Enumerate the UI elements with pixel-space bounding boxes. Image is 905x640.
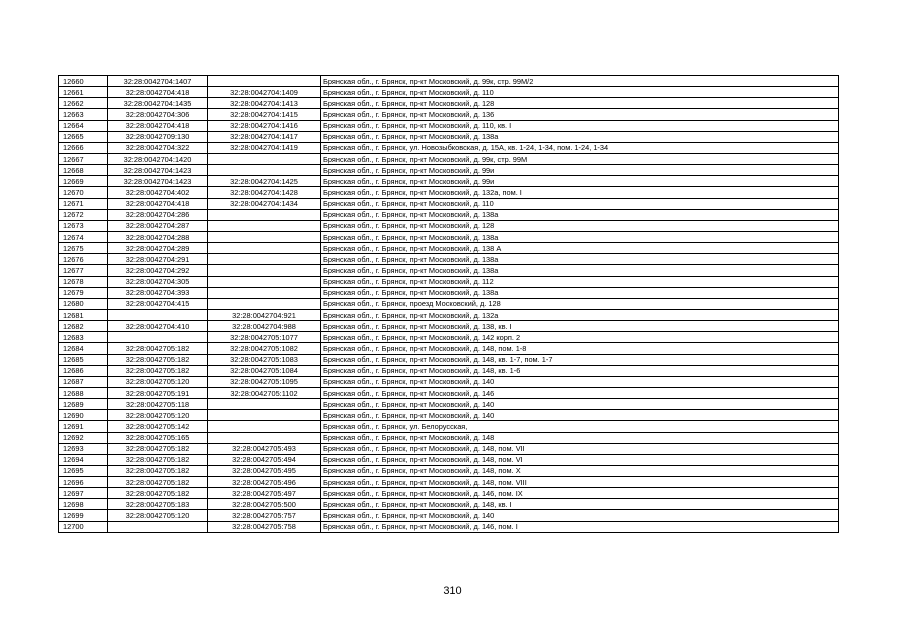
address-cell: Брянская обл., г. Брянск, пр-кт Московский, д. 99к, стр. 99М bbox=[321, 153, 839, 164]
row-number-cell: 12700 bbox=[59, 521, 108, 532]
address-cell: Брянская обл., г. Брянск, пр-кт Московский, д. 112 bbox=[321, 276, 839, 287]
cadastral-number-cell: 32:28:0042705:182 bbox=[108, 365, 208, 376]
linked-cadastral-number-cell: 32:28:0042704:1417 bbox=[208, 131, 321, 142]
row-number-cell: 12663 bbox=[59, 109, 108, 120]
cadastral-number-cell: 32:28:0042705:182 bbox=[108, 465, 208, 476]
row-number-cell: 12693 bbox=[59, 443, 108, 454]
cadastral-number-cell: 32:28:0042705:120 bbox=[108, 376, 208, 387]
cadastral-number-cell: 32:28:0042704:1407 bbox=[108, 76, 208, 87]
row-number-cell: 12664 bbox=[59, 120, 108, 131]
table-row bbox=[59, 254, 839, 265]
row-number-cell: 12696 bbox=[59, 477, 108, 488]
row-number-cell: 12683 bbox=[59, 332, 108, 343]
linked-cadastral-number-cell: 32:28:0042705:1102 bbox=[208, 387, 321, 398]
linked-cadastral-number-cell bbox=[208, 287, 321, 298]
linked-cadastral-number-cell: 32:28:0042704:1409 bbox=[208, 87, 321, 98]
table-row bbox=[59, 276, 839, 287]
cadastral-number-cell: 32:28:0042704:418 bbox=[108, 198, 208, 209]
cadastral-number-cell: 32:28:0042704:1423 bbox=[108, 176, 208, 187]
row-number-cell: 12677 bbox=[59, 265, 108, 276]
cadastral-number-cell: 32:28:0042705:182 bbox=[108, 454, 208, 465]
table-row bbox=[59, 142, 839, 153]
cadastral-number-cell: 32:28:0042704:415 bbox=[108, 298, 208, 309]
row-number-cell: 12680 bbox=[59, 298, 108, 309]
page-number: 310 bbox=[443, 585, 462, 597]
linked-cadastral-number-cell bbox=[208, 165, 321, 176]
address-cell: Брянская обл., г. Брянск, пр-кт Московский, д. 136 bbox=[321, 109, 839, 120]
linked-cadastral-number-cell bbox=[208, 76, 321, 87]
address-cell: Брянская обл., г. Брянск, пр-кт Московский, д. 138а bbox=[321, 131, 839, 142]
linked-cadastral-number-cell bbox=[208, 276, 321, 287]
linked-cadastral-number-cell: 32:28:0042705:497 bbox=[208, 488, 321, 499]
row-number-cell: 12697 bbox=[59, 488, 108, 499]
cadastral-number-cell: 32:28:0042705:120 bbox=[108, 410, 208, 421]
cadastral-number-cell: 32:28:0042704:1435 bbox=[108, 98, 208, 109]
cadastral-number-cell: 32:28:0042704:322 bbox=[108, 142, 208, 153]
table-row bbox=[59, 365, 839, 376]
linked-cadastral-number-cell: 32:28:0042704:1434 bbox=[208, 198, 321, 209]
address-cell: Брянская обл., г. Брянск, пр-кт Московский, д. 99и bbox=[321, 176, 839, 187]
linked-cadastral-number-cell bbox=[208, 243, 321, 254]
cadastral-number-cell: 32:28:0042704:306 bbox=[108, 109, 208, 120]
cadastral-number-cell: 32:28:0042705:182 bbox=[108, 343, 208, 354]
cadastral-number-cell: 32:28:0042704:1420 bbox=[108, 153, 208, 164]
cadastral-number-cell: 32:28:0042704:418 bbox=[108, 120, 208, 131]
linked-cadastral-number-cell bbox=[208, 153, 321, 164]
row-number-cell: 12666 bbox=[59, 142, 108, 153]
linked-cadastral-number-cell bbox=[208, 265, 321, 276]
linked-cadastral-number-cell: 32:28:0042705:757 bbox=[208, 510, 321, 521]
table-row bbox=[59, 387, 839, 398]
table-row bbox=[59, 87, 839, 98]
table-row bbox=[59, 521, 839, 532]
linked-cadastral-number-cell bbox=[208, 209, 321, 220]
linked-cadastral-number-cell bbox=[208, 231, 321, 242]
table-row bbox=[59, 76, 839, 87]
cadastral-number-cell bbox=[108, 332, 208, 343]
address-cell: Брянская обл., г. Брянск, пр-кт Московский, д. 138, кв. I bbox=[321, 321, 839, 332]
cadastral-number-cell: 32:28:0042704:418 bbox=[108, 87, 208, 98]
table-row bbox=[59, 265, 839, 276]
linked-cadastral-number-cell: 32:28:0042704:1416 bbox=[208, 120, 321, 131]
row-number-cell: 12690 bbox=[59, 410, 108, 421]
row-number-cell: 12686 bbox=[59, 365, 108, 376]
table-row bbox=[59, 421, 839, 432]
row-number-cell: 12694 bbox=[59, 454, 108, 465]
table-row bbox=[59, 443, 839, 454]
linked-cadastral-number-cell: 32:28:0042705:1084 bbox=[208, 365, 321, 376]
table-row bbox=[59, 198, 839, 209]
table-row bbox=[59, 209, 839, 220]
table-row bbox=[59, 343, 839, 354]
table-row bbox=[59, 109, 839, 120]
address-cell: Брянская обл., г. Брянск, пр-кт Московский, д. 99к, стр. 99М/2 bbox=[321, 76, 839, 87]
row-number-cell: 12699 bbox=[59, 510, 108, 521]
table-row bbox=[59, 477, 839, 488]
address-cell: Брянская обл., г. Брянск, пр-кт Московский, д. 138а bbox=[321, 265, 839, 276]
row-number-cell: 12689 bbox=[59, 399, 108, 410]
address-cell: Брянская обл., г. Брянск, пр-кт Московский, д. 148, кв. I bbox=[321, 499, 839, 510]
table-row bbox=[59, 332, 839, 343]
cadastral-number-cell: 32:28:0042705:142 bbox=[108, 421, 208, 432]
row-number-cell: 12684 bbox=[59, 343, 108, 354]
linked-cadastral-number-cell: 32:28:0042705:496 bbox=[208, 477, 321, 488]
row-number-cell: 12675 bbox=[59, 243, 108, 254]
table-row bbox=[59, 131, 839, 142]
address-cell: Брянская обл., г. Брянск, ул. Новозыбковская, д. 15А, кв. 1-24, 1-34, пом. 1-24, 1-34 bbox=[321, 142, 839, 153]
address-cell: Брянская обл., г. Брянск, пр-кт Московский, д. 148 bbox=[321, 432, 839, 443]
row-number-cell: 12673 bbox=[59, 220, 108, 231]
address-cell: Брянская обл., г. Брянск, ул. Белорусская, bbox=[321, 421, 839, 432]
address-cell: Брянская обл., г. Брянск, пр-кт Московский, д. 148, кв. 1-7, пом. 1-7 bbox=[321, 354, 839, 365]
table-row bbox=[59, 153, 839, 164]
row-number-cell: 12660 bbox=[59, 76, 108, 87]
linked-cadastral-number-cell bbox=[208, 254, 321, 265]
address-cell: Брянская обл., г. Брянск, пр-кт Московский, д. 140 bbox=[321, 410, 839, 421]
linked-cadastral-number-cell bbox=[208, 298, 321, 309]
row-number-cell: 12685 bbox=[59, 354, 108, 365]
table-row bbox=[59, 187, 839, 198]
row-number-cell: 12679 bbox=[59, 287, 108, 298]
address-cell: Брянская обл., г. Брянск, пр-кт Московский, д. 138 А bbox=[321, 243, 839, 254]
linked-cadastral-number-cell: 32:28:0042705:494 bbox=[208, 454, 321, 465]
address-cell: Брянская обл., г. Брянск, пр-кт Московский, д. 148, пом. VII bbox=[321, 443, 839, 454]
address-cell: Брянская обл., г. Брянск, проезд Московский, д. 128 bbox=[321, 298, 839, 309]
row-number-cell: 12678 bbox=[59, 276, 108, 287]
table-row bbox=[59, 165, 839, 176]
address-cell: Брянская обл., г. Брянск, пр-кт Московский, д. 128 bbox=[321, 220, 839, 231]
address-cell: Брянская обл., г. Брянск, пр-кт Московский, д. 148, пом. VI bbox=[321, 454, 839, 465]
address-cell: Брянская обл., г. Брянск, пр-кт Московский, д. 140 bbox=[321, 399, 839, 410]
cadastral-number-cell bbox=[108, 521, 208, 532]
cadastral-number-cell: 32:28:0042704:393 bbox=[108, 287, 208, 298]
address-cell: Брянская обл., г. Брянск, пр-кт Московский, д. 128 bbox=[321, 98, 839, 109]
address-cell: Брянская обл., г. Брянск, пр-кт Московский, д. 110, кв. I bbox=[321, 120, 839, 131]
row-number-cell: 12662 bbox=[59, 98, 108, 109]
row-number-cell: 12698 bbox=[59, 499, 108, 510]
address-cell: Брянская обл., г. Брянск, пр-кт Московский, д. 132а, пом. I bbox=[321, 187, 839, 198]
linked-cadastral-number-cell bbox=[208, 220, 321, 231]
linked-cadastral-number-cell bbox=[208, 410, 321, 421]
linked-cadastral-number-cell: 32:28:0042705:1082 bbox=[208, 343, 321, 354]
table-row bbox=[59, 410, 839, 421]
row-number-cell: 12688 bbox=[59, 387, 108, 398]
cadastral-number-cell: 32:28:0042704:291 bbox=[108, 254, 208, 265]
linked-cadastral-number-cell bbox=[208, 399, 321, 410]
row-number-cell: 12674 bbox=[59, 231, 108, 242]
row-number-cell: 12681 bbox=[59, 309, 108, 320]
table-row bbox=[59, 220, 839, 231]
table-row bbox=[59, 98, 839, 109]
cadastral-number-cell: 32:28:0042705:182 bbox=[108, 443, 208, 454]
cadastral-number-cell: 32:28:0042705:182 bbox=[108, 354, 208, 365]
cadastral-number-cell: 32:28:0042704:1423 bbox=[108, 165, 208, 176]
cadastral-number-cell: 32:28:0042704:286 bbox=[108, 209, 208, 220]
cadastral-number-cell: 32:28:0042704:305 bbox=[108, 276, 208, 287]
cadastral-number-cell: 32:28:0042709:130 bbox=[108, 131, 208, 142]
cadastral-number-cell: 32:28:0042705:183 bbox=[108, 499, 208, 510]
linked-cadastral-number-cell bbox=[208, 421, 321, 432]
address-cell: Брянская обл., г. Брянск, пр-кт Московский, д. 148, кв. 1-6 bbox=[321, 365, 839, 376]
row-number-cell: 12670 bbox=[59, 187, 108, 198]
address-cell: Брянская обл., г. Брянск, пр-кт Московский, д. 148, пом. 1-8 bbox=[321, 343, 839, 354]
address-cell: Брянская обл., г. Брянск, пр-кт Московский, д. 99и bbox=[321, 165, 839, 176]
linked-cadastral-number-cell: 32:28:0042705:500 bbox=[208, 499, 321, 510]
address-cell: Брянская обл., г. Брянск, пр-кт Московский, д. 148, пом. VIII bbox=[321, 477, 839, 488]
cadastral-number-cell: 32:28:0042705:165 bbox=[108, 432, 208, 443]
address-cell: Брянская обл., г. Брянск, пр-кт Московский, д. 138а bbox=[321, 254, 839, 265]
cadastral-number-cell: 32:28:0042705:182 bbox=[108, 477, 208, 488]
cadastral-number-cell: 32:28:0042705:118 bbox=[108, 399, 208, 410]
cadastral-number-cell: 32:28:0042704:292 bbox=[108, 265, 208, 276]
cadastral-number-cell: 32:28:0042705:120 bbox=[108, 510, 208, 521]
address-cell: Брянская обл., г. Брянск, пр-кт Московский, д. 138а bbox=[321, 231, 839, 242]
address-cell: Брянская обл., г. Брянск, пр-кт Московский, д. 138а bbox=[321, 209, 839, 220]
row-number-cell: 12671 bbox=[59, 198, 108, 209]
linked-cadastral-number-cell: 32:28:0042705:1083 bbox=[208, 354, 321, 365]
address-cell: Брянская обл., г. Брянск, пр-кт Московский, д. 132а bbox=[321, 309, 839, 320]
table-row bbox=[59, 321, 839, 332]
cadastral-number-cell: 32:28:0042704:287 bbox=[108, 220, 208, 231]
row-number-cell: 12682 bbox=[59, 321, 108, 332]
table-row bbox=[59, 399, 839, 410]
row-number-cell: 12661 bbox=[59, 87, 108, 98]
address-cell: Брянская обл., г. Брянск, пр-кт Московский, д. 148, пом. X bbox=[321, 465, 839, 476]
row-number-cell: 12676 bbox=[59, 254, 108, 265]
table-row bbox=[59, 354, 839, 365]
row-number-cell: 12692 bbox=[59, 432, 108, 443]
linked-cadastral-number-cell bbox=[208, 432, 321, 443]
linked-cadastral-number-cell: 32:28:0042705:1095 bbox=[208, 376, 321, 387]
linked-cadastral-number-cell: 32:28:0042705:1077 bbox=[208, 332, 321, 343]
linked-cadastral-number-cell: 32:28:0042704:1425 bbox=[208, 176, 321, 187]
address-cell: Брянская обл., г. Брянск, пр-кт Московский, д. 142 корп. 2 bbox=[321, 332, 839, 343]
cadastral-number-cell: 32:28:0042705:191 bbox=[108, 387, 208, 398]
table-row bbox=[59, 243, 839, 254]
row-number-cell: 12667 bbox=[59, 153, 108, 164]
address-cell: Брянская обл., г. Брянск, пр-кт Московский, д. 110 bbox=[321, 87, 839, 98]
row-number-cell: 12669 bbox=[59, 176, 108, 187]
table-row bbox=[59, 465, 839, 476]
table-row bbox=[59, 432, 839, 443]
cadastral-number-cell: 32:28:0042704:288 bbox=[108, 231, 208, 242]
cadastral-number-cell: 32:28:0042704:410 bbox=[108, 321, 208, 332]
linked-cadastral-number-cell: 32:28:0042704:1415 bbox=[208, 109, 321, 120]
linked-cadastral-number-cell: 32:28:0042704:921 bbox=[208, 309, 321, 320]
row-number-cell: 12691 bbox=[59, 421, 108, 432]
linked-cadastral-number-cell: 32:28:0042704:1419 bbox=[208, 142, 321, 153]
table-row bbox=[59, 510, 839, 521]
cadastral-number-cell: 32:28:0042704:402 bbox=[108, 187, 208, 198]
cadastral-number-cell bbox=[108, 309, 208, 320]
table-row bbox=[59, 499, 839, 510]
table-row bbox=[59, 176, 839, 187]
linked-cadastral-number-cell: 32:28:0042704:1413 bbox=[208, 98, 321, 109]
row-number-cell: 12672 bbox=[59, 209, 108, 220]
linked-cadastral-number-cell: 32:28:0042704:1428 bbox=[208, 187, 321, 198]
cadastral-number-cell: 32:28:0042704:289 bbox=[108, 243, 208, 254]
linked-cadastral-number-cell: 32:28:0042705:495 bbox=[208, 465, 321, 476]
table-row bbox=[59, 454, 839, 465]
linked-cadastral-number-cell: 32:28:0042704:988 bbox=[208, 321, 321, 332]
linked-cadastral-number-cell: 32:28:0042705:493 bbox=[208, 443, 321, 454]
table-row bbox=[59, 120, 839, 131]
address-cell: Брянская обл., г. Брянск, пр-кт Московский, д. 146, пом. IX bbox=[321, 488, 839, 499]
address-cell: Брянская обл., г. Брянск, пр-кт Московский, д. 138а bbox=[321, 287, 839, 298]
linked-cadastral-number-cell: 32:28:0042705:758 bbox=[208, 521, 321, 532]
cadastral-number-cell: 32:28:0042705:182 bbox=[108, 488, 208, 499]
table-row bbox=[59, 287, 839, 298]
table-row bbox=[59, 488, 839, 499]
address-cell: Брянская обл., г. Брянск, пр-кт Московский, д. 140 bbox=[321, 376, 839, 387]
registry-table-body bbox=[59, 76, 839, 533]
address-cell: Брянская обл., г. Брянск, пр-кт Московский, д. 110 bbox=[321, 198, 839, 209]
address-cell: Брянская обл., г. Брянск, пр-кт Московский, д. 146 bbox=[321, 387, 839, 398]
address-cell: Брянская обл., г. Брянск, пр-кт Московский, д. 140 bbox=[321, 510, 839, 521]
table-row bbox=[59, 309, 839, 320]
address-cell: Брянская обл., г. Брянск, пр-кт Московский, д. 146, пом. I bbox=[321, 521, 839, 532]
table-row bbox=[59, 376, 839, 387]
table-row bbox=[59, 298, 839, 309]
row-number-cell: 12687 bbox=[59, 376, 108, 387]
row-number-cell: 12695 bbox=[59, 465, 108, 476]
table-row bbox=[59, 231, 839, 242]
row-number-cell: 12668 bbox=[59, 165, 108, 176]
registry-table bbox=[58, 75, 839, 533]
row-number-cell: 12665 bbox=[59, 131, 108, 142]
